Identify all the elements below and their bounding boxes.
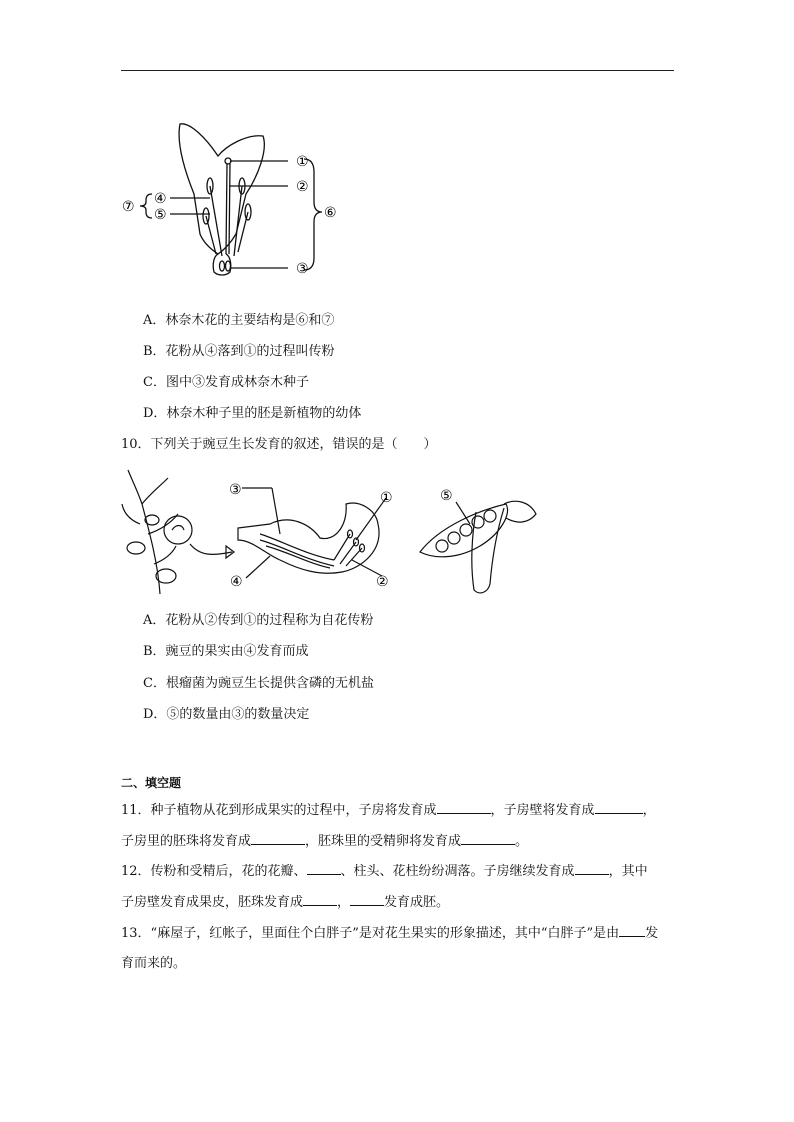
- pea-label-1: ①: [380, 490, 393, 506]
- q11-text-2: ，子房壁将发育成: [490, 803, 595, 818]
- q9-option-d: D．林奈木种子里的胚是新植物的幼体: [143, 406, 362, 421]
- q12-line1: [121, 862, 648, 881]
- section-title: 二、填空题: [121, 776, 182, 790]
- corolla: [179, 124, 264, 254]
- label-7: ⑦: [122, 199, 135, 215]
- label-3: ③: [296, 261, 309, 277]
- q13-text-1: 13．“麻屋子，红帐子，里面住个白胖子”是对花生果实的形象描述，其中“白胖子”是由: [121, 926, 620, 941]
- q10-option-b: B．豌豆的果实由④发育而成: [143, 644, 309, 659]
- q12-line2: [121, 893, 449, 912]
- q10-option-d: D．⑤的数量由③的数量决定: [143, 707, 310, 722]
- q11-blank-4[interactable]: [461, 832, 515, 845]
- label-4: ④: [154, 191, 167, 207]
- q13-line1: [121, 924, 658, 943]
- right-brace: [304, 159, 322, 270]
- pea-plant: [122, 470, 178, 594]
- left-brace: [140, 194, 152, 218]
- q11-blank-3[interactable]: [251, 832, 305, 845]
- q11-text-1: 11．种子植物从花到形成果实的过程中，子房将发育成: [121, 803, 437, 818]
- q12-text-3: ，其中: [608, 864, 648, 879]
- q10-option-c: C．根瘤菌为豌豆生长提供含磷的无机盐: [143, 676, 374, 691]
- label-1: ①: [296, 154, 309, 170]
- label-6: ⑥: [324, 205, 337, 221]
- q11-blank-2[interactable]: [595, 801, 643, 814]
- q12-blank-1[interactable]: [307, 862, 341, 875]
- pea-label-3: ③: [229, 482, 242, 498]
- magnify-circle: [164, 516, 192, 544]
- q12-text-5: ，: [337, 895, 351, 910]
- q9-option-b: B．花粉从④落到①的过程叫传粉: [143, 344, 335, 359]
- flower-diagram: [118, 116, 348, 286]
- q11-line2: [121, 832, 528, 851]
- q12-text-1: 12．传粉和受精后，花的花瓣、: [121, 864, 307, 879]
- q13-text-2: 发: [645, 926, 659, 941]
- q12-blank-4[interactable]: [350, 893, 384, 906]
- pea-label-4: ④: [230, 574, 243, 590]
- pistil: [213, 254, 231, 275]
- q12-text-4: 子房壁发育成果皮，胚珠发育成: [121, 895, 304, 910]
- q9-option-c: C．图中③发育成林奈木种子: [143, 375, 309, 390]
- q12-blank-3[interactable]: [303, 893, 337, 906]
- pea-label-5: ⑤: [440, 488, 453, 504]
- q10-stem: 10．下列关于豌豆生长发育的叙述，错误的是（ ）: [121, 437, 437, 452]
- q12-blank-2[interactable]: [575, 862, 609, 875]
- pea-diagram: [120, 464, 560, 600]
- q11-text-4: 子房里的胚珠将发育成: [121, 834, 252, 849]
- q9-option-a: A．林奈木花的主要结构是⑥和⑦: [143, 313, 335, 328]
- header-rule: [121, 70, 674, 71]
- q12-text-6: 发育成胚。: [384, 895, 450, 910]
- q10-option-a: A．花粉从②传到①的过程称为自花传粉: [143, 613, 374, 628]
- q11-text-5: ，胚珠里的受精卵将发育成: [305, 834, 462, 849]
- q13-blank-1[interactable]: [619, 924, 645, 937]
- q11-blank-1[interactable]: [437, 801, 491, 814]
- q12-text-2: 、柱头、花柱纷纷凋落。子房继续发育成: [340, 864, 575, 879]
- label-5: ⑤: [154, 207, 167, 223]
- pea-label-2: ②: [376, 574, 389, 590]
- q11-text-3: ，: [642, 803, 656, 818]
- q11-line1: [121, 801, 656, 820]
- q13-line2: 育而来的。: [121, 956, 187, 971]
- q11-text-6: 。: [515, 834, 529, 849]
- label-2: ②: [296, 179, 309, 195]
